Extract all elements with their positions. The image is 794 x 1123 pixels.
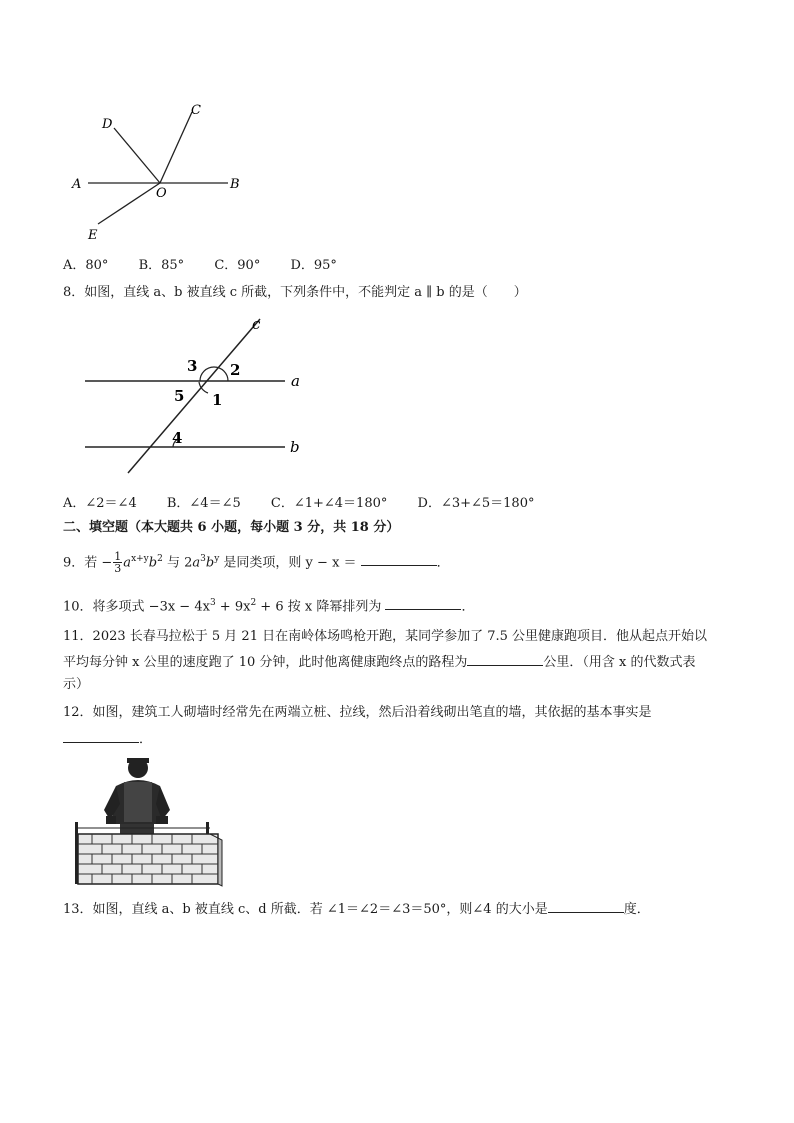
q9-b1-exp: 2 — [157, 554, 163, 564]
label-n4: 4 — [172, 429, 183, 447]
q8-option-d[interactable]: D．∠3+∠5＝180° — [417, 496, 535, 511]
q9-frac-den: 3 — [114, 562, 122, 576]
q11-line2a: 平均每分钟 x 公里的速度跑了 10 分钟，此时他离健康跑终点的路程为 — [63, 655, 468, 670]
q10-exp1: 3 — [209, 598, 216, 608]
q10-period: ． — [461, 599, 475, 615]
q10-suffix: + 6 按 x 降幂排列为 — [256, 599, 382, 615]
q8-figure — [80, 313, 310, 478]
q9-a2-exp: 3 — [200, 554, 206, 564]
section-2-title: 二、填空题（本大题共 6 小题，每小题 3 分，共 18 分） — [63, 520, 400, 535]
q13-answer-blank[interactable] — [548, 899, 624, 913]
q7-figure — [70, 98, 250, 243]
q12-stem: 12．如图，建筑工人砌墙时经常先在两端立桩、拉线，然后沿着线砌出笔直的墙，其依据的基本事实是 — [63, 705, 652, 720]
q9-answer-blank[interactable] — [361, 552, 437, 566]
q9-suffix: 是同类项，则 y − x ＝ — [219, 555, 357, 571]
q12-period: ． — [139, 732, 153, 747]
q8-option-a[interactable]: A．∠2＝∠4 — [63, 496, 137, 511]
label-n5: 5 — [174, 387, 185, 405]
q10-prefix: 10．将多项式 −3x − 4x — [63, 599, 210, 615]
q7-option-a[interactable]: A．80° — [63, 258, 109, 273]
label-n2: 2 — [230, 361, 241, 379]
q12-answer-blank[interactable] — [63, 729, 139, 743]
q9-stem — [63, 550, 450, 574]
q9-a1: a — [123, 555, 132, 571]
q7-option-b[interactable]: B．85° — [138, 258, 185, 273]
q9-b2-exp: y — [214, 554, 220, 564]
q9-a1-exp: x+y — [131, 554, 149, 564]
q10-mid: + 9x — [215, 599, 251, 615]
q8-option-c[interactable]: C．∠1+∠4＝180° — [270, 496, 388, 511]
label-O: O — [156, 186, 167, 201]
q11-line2 — [63, 652, 696, 672]
q8-options — [63, 495, 560, 513]
q12-figure — [72, 752, 224, 888]
q8-stem: 8．如图，直线 a、b 被直线 c 所截，下列条件中，不能判定 a ∥ b 的是（ ） — [63, 285, 527, 300]
q13-suffix: 度． — [623, 902, 650, 917]
label-c: c — [252, 315, 261, 333]
label-b: b — [290, 438, 300, 456]
q8-option-b[interactable]: B．∠4＝∠5 — [166, 496, 241, 511]
label-E: E — [88, 228, 98, 243]
label-a: a — [291, 372, 300, 390]
q12-answer-line — [63, 729, 152, 749]
q7-options — [63, 257, 363, 275]
label-B: B — [230, 177, 240, 192]
q7-option-d[interactable]: D．95° — [290, 258, 337, 273]
label-A: A — [72, 177, 82, 192]
q10-stem — [63, 594, 475, 616]
q9-prefix: 9．若 − — [63, 555, 113, 571]
q10-answer-blank[interactable] — [385, 596, 461, 610]
q10-exp2: 2 — [250, 598, 257, 608]
label-D: D — [102, 117, 113, 132]
q9-b1: b — [148, 555, 158, 571]
q11-answer-blank[interactable] — [467, 652, 543, 666]
label-n3: 3 — [187, 357, 198, 375]
q9-mid: 与 2 — [162, 555, 193, 571]
label-n1: 1 — [212, 391, 223, 409]
q7-option-c[interactable]: C．90° — [214, 258, 261, 273]
q9-frac-num: 1 — [114, 550, 122, 564]
q11-line2b: 公里．（用含 x 的代数式表 — [543, 655, 696, 670]
q13-stem — [63, 899, 650, 919]
q9-a2: a — [192, 555, 201, 571]
q13-prefix: 13．如图，直线 a、b 被直线 c、d 所截．若 ∠1＝∠2＝∠3＝50°，则∠4 的大小是 — [63, 902, 548, 917]
label-C: C — [191, 103, 201, 118]
q9-period: ． — [436, 555, 450, 571]
q9-b2: b — [205, 555, 215, 571]
q9-fraction — [113, 551, 122, 574]
q11-line1: 11．2023 长春马拉松于 5 月 21 日在南岭体场鸣枪开跑，某同学参加了 7.5 公里健康跑项目．他从起点开始以 — [63, 629, 708, 644]
q11-line3: 示） — [63, 677, 90, 692]
